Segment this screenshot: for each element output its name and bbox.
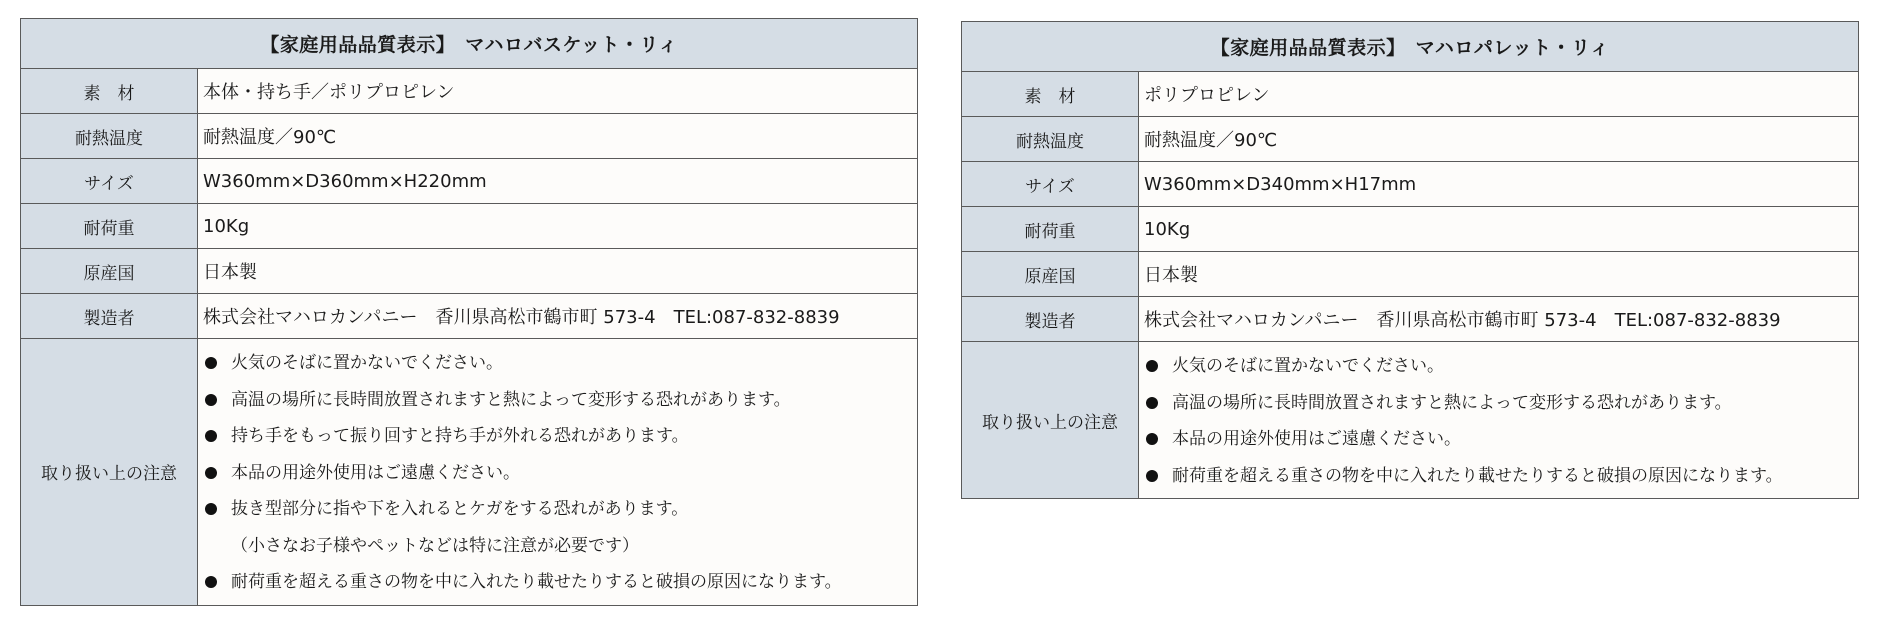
basket-quality-table bbox=[20, 18, 918, 606]
row-label-size: サイズ bbox=[962, 162, 1139, 207]
row-value-size: W360mm×D340mm×H17mm bbox=[1139, 162, 1859, 207]
row-label-load-capacity: 耐荷重 bbox=[21, 204, 198, 249]
table-row bbox=[21, 69, 918, 114]
bullet-icon bbox=[205, 467, 217, 479]
list-item: 持ち手をもって振り回すと持ち手が外れる恐れがあります。 bbox=[203, 418, 917, 455]
row-value-origin: 日本製 bbox=[198, 249, 918, 294]
table-row bbox=[21, 249, 918, 294]
bullet-icon bbox=[205, 357, 217, 369]
bullet-icon bbox=[1146, 433, 1158, 445]
handling-notes-list bbox=[198, 339, 918, 606]
list-item: 本品の用途外使用はご遠慮ください。 bbox=[1144, 421, 1858, 458]
table-row bbox=[962, 207, 1859, 252]
row-value-load-capacity: 10Kg bbox=[1139, 207, 1859, 252]
table-row bbox=[962, 297, 1859, 342]
pallet-quality-table bbox=[961, 21, 1859, 499]
table-row bbox=[962, 252, 1859, 297]
list-item-continuation: （小さなお子様やペットなどは特に注意が必要です） bbox=[231, 535, 639, 556]
bullet-icon bbox=[205, 430, 217, 442]
table-row bbox=[962, 117, 1859, 162]
list-item: 本品の用途外使用はご遠慮ください。 bbox=[203, 455, 917, 492]
list-item: 火気のそばに置かないでください。 bbox=[1144, 348, 1858, 385]
bullet-icon bbox=[1146, 397, 1158, 409]
row-label-origin: 原産国 bbox=[21, 249, 198, 294]
row-label-handling-notes: 取り扱い上の注意 bbox=[21, 339, 198, 606]
row-label-handling-notes: 取り扱い上の注意 bbox=[962, 342, 1139, 499]
bullet-icon bbox=[205, 394, 217, 406]
row-value-material: 本体・持ち手／ポリプロピレン bbox=[198, 69, 918, 114]
row-label-material: 素 材 bbox=[962, 72, 1139, 117]
list-item: 耐荷重を超える重さの物を中に入れたり載せたりすると破損の原因になります。 bbox=[1144, 458, 1858, 495]
bullet-icon bbox=[1146, 470, 1158, 482]
row-value-heat-resistance: 耐熱温度／90℃ bbox=[1139, 117, 1859, 162]
table-row bbox=[962, 72, 1859, 117]
row-label-material: 素 材 bbox=[21, 69, 198, 114]
list-item: 耐荷重を超える重さの物を中に入れたり載せたりすると破損の原因になります。 bbox=[203, 564, 917, 601]
row-value-size: W360mm×D360mm×H220mm bbox=[198, 159, 918, 204]
row-value-manufacturer: 株式会社マハロカンパニー 香川県高松市鶴市町 573-4 TEL:087-832-8839 bbox=[198, 294, 918, 339]
row-label-heat-resistance: 耐熱温度 bbox=[21, 114, 198, 159]
table-row bbox=[21, 204, 918, 249]
bullet-icon bbox=[205, 576, 217, 588]
table-title: 【家庭用品品質表示】 マハロパレット・リィ bbox=[962, 22, 1859, 72]
row-label-manufacturer: 製造者 bbox=[962, 297, 1139, 342]
handling-notes-list bbox=[1139, 342, 1859, 499]
bullet-icon bbox=[205, 503, 217, 515]
table-row bbox=[962, 162, 1859, 207]
table-row bbox=[962, 342, 1859, 499]
row-label-origin: 原産国 bbox=[962, 252, 1139, 297]
list-item: 火気のそばに置かないでください。 bbox=[203, 345, 917, 382]
list-item: 高温の場所に長時間放置されますと熱によって変形する恐れがあります。 bbox=[203, 382, 917, 419]
row-value-load-capacity: 10Kg bbox=[198, 204, 918, 249]
list-item: 高温の場所に長時間放置されますと熱によって変形する恐れがあります。 bbox=[1144, 385, 1858, 422]
row-label-size: サイズ bbox=[21, 159, 198, 204]
row-value-manufacturer: 株式会社マハロカンパニー 香川県高松市鶴市町 573-4 TEL:087-832-8839 bbox=[1139, 297, 1859, 342]
bullet-icon bbox=[1146, 360, 1158, 372]
row-label-heat-resistance: 耐熱温度 bbox=[962, 117, 1139, 162]
row-value-origin: 日本製 bbox=[1139, 252, 1859, 297]
table-title: 【家庭用品品質表示】 マハロバスケット・リィ bbox=[21, 19, 918, 69]
list-item: 抜き型部分に指や下を入れるとケガをする恐れがあります。 bbox=[203, 491, 917, 528]
table-row bbox=[21, 159, 918, 204]
row-label-load-capacity: 耐荷重 bbox=[962, 207, 1139, 252]
table-row bbox=[21, 294, 918, 339]
row-value-heat-resistance: 耐熱温度／90℃ bbox=[198, 114, 918, 159]
row-value-material: ポリプロピレン bbox=[1139, 72, 1859, 117]
table-row bbox=[21, 114, 918, 159]
table-row bbox=[21, 339, 918, 606]
row-label-manufacturer: 製造者 bbox=[21, 294, 198, 339]
